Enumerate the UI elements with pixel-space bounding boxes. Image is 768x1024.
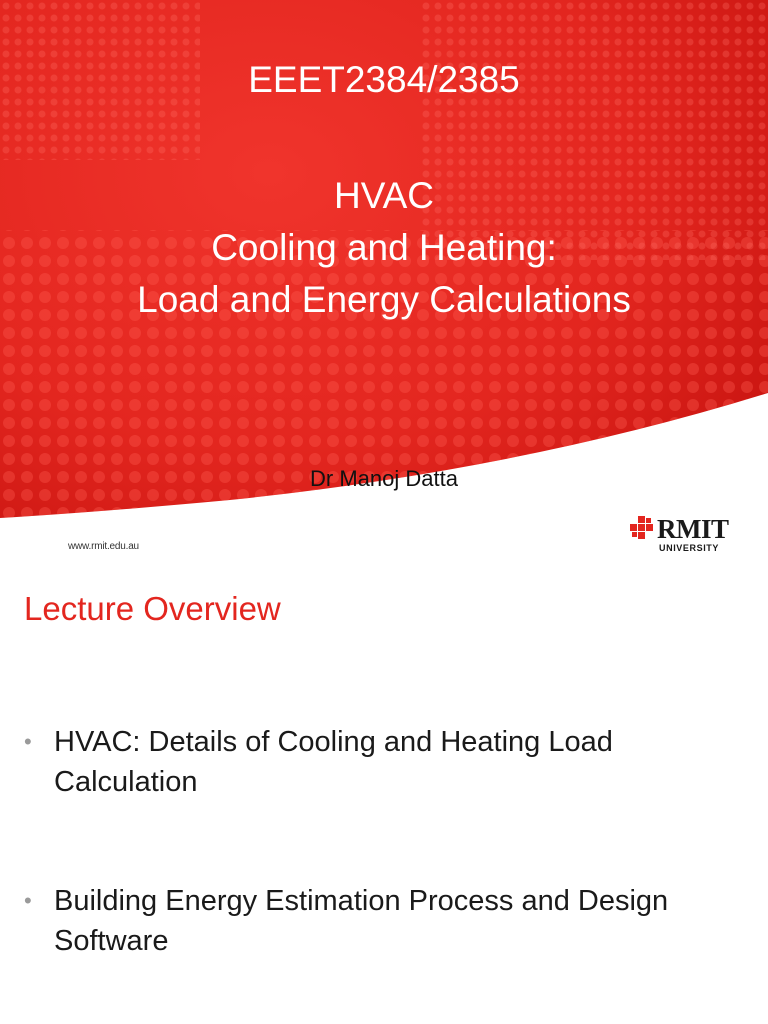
course-code: EEET2384/2385 — [248, 59, 520, 100]
bullet-text: HVAC: Details of Cooling and Heating Load Calculation — [54, 726, 613, 798]
presenter-name: Dr Manoj Datta — [310, 466, 458, 491]
title-line-1: HVAC — [333, 175, 435, 216]
overview-slide — [0, 576, 768, 1024]
slide-title-block — [0, 56, 768, 326]
rmit-logo — [630, 514, 742, 556]
bullet-list — [24, 722, 744, 1024]
bullet-marker: • — [24, 729, 32, 754]
logo-wordmark: RMIT — [657, 514, 729, 544]
title-line-2: Cooling and Heating: — [211, 227, 557, 268]
website-link[interactable]: www.rmit.edu.au — [68, 541, 139, 552]
bullet-marker: • — [24, 888, 32, 913]
list-item — [24, 881, 744, 961]
rmit-pixel-logo-icon — [630, 516, 654, 540]
logo-subtitle: UNIVERSITY — [659, 543, 720, 553]
overview-heading: Lecture Overview — [24, 590, 281, 627]
list-item — [24, 722, 744, 802]
title-line-3: Load and Energy Calculations — [137, 279, 631, 320]
bullet-text: Building Energy Estimation Process and Design Software — [54, 885, 669, 957]
